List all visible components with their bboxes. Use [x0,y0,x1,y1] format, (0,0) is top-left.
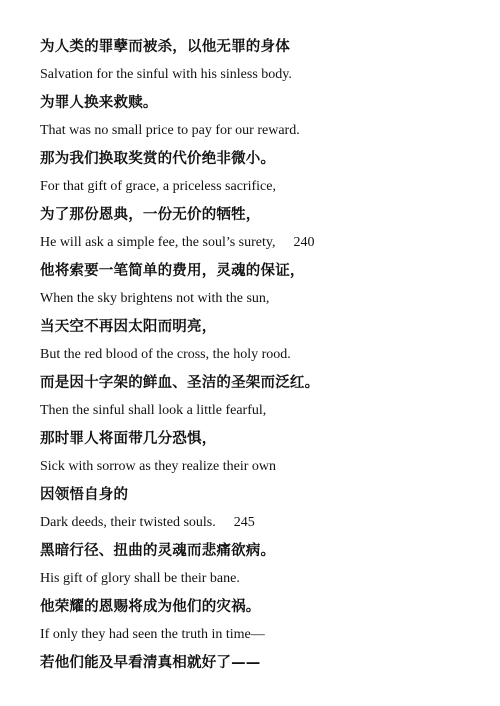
line-number-240: 240 [293,235,315,250]
english-line-4-text: He will ask a simple fee, the soul’s surety, [40,235,276,250]
english-line-11: If only they had seen the truth in time— [40,627,265,642]
english-line-2: That was no small price to pay for our reward. [40,123,300,138]
english-line-7: Then the sinful shall look a little fearful, [40,403,267,418]
english-line-10: His gift of glory shall be their bane. [40,571,240,586]
chinese-line-8: 那时罪人将面带几分恐惧， [40,431,217,447]
chinese-line-7: 而是因十字架的鲜血、圣洁的圣架而泛红。 [40,375,320,391]
chinese-line-11: 他荣耀的恩赐将成为他们的灾祸。 [40,599,261,615]
line-number-245: 245 [233,515,255,530]
chinese-line-6: 当天空不再因太阳而明亮， [40,319,217,335]
english-line-6: But the red blood of the cross, the holy rood. [40,347,291,362]
english-line-4 [40,229,500,257]
english-line-3: For that gift of grace, a priceless sacrifice, [40,179,276,194]
chinese-line-5: 他将索要一笔简单的费用，灵魂的保证， [40,263,305,279]
chinese-line-4: 为了那份恩典，一份无价的牺牲， [40,207,261,223]
chinese-line-2: 为罪人换来救赎。 [40,95,158,111]
chinese-line-9: 因领悟自身的 [40,487,129,503]
english-line-5: When the sky brightens not with the sun, [40,291,270,306]
chinese-line-3: 那为我们换取奖赏的代价绝非微小。 [40,151,276,167]
english-line-9 [40,509,500,537]
chinese-line-10: 黑暗行径、扭曲的灵魂而悲痛欲病。 [40,543,276,559]
english-line-1: Salvation for the sinful with his sinless body. [40,67,292,82]
chinese-line-1: 为人类的罪孽而被杀，以他无罪的身体 [40,39,290,55]
chinese-line-12: 若他们能及早看清真相就好了—— [40,655,261,671]
english-line-9-text: Dark deeds, their twisted souls. [40,515,216,530]
english-line-8: Sick with sorrow as they realize their own [40,459,276,474]
